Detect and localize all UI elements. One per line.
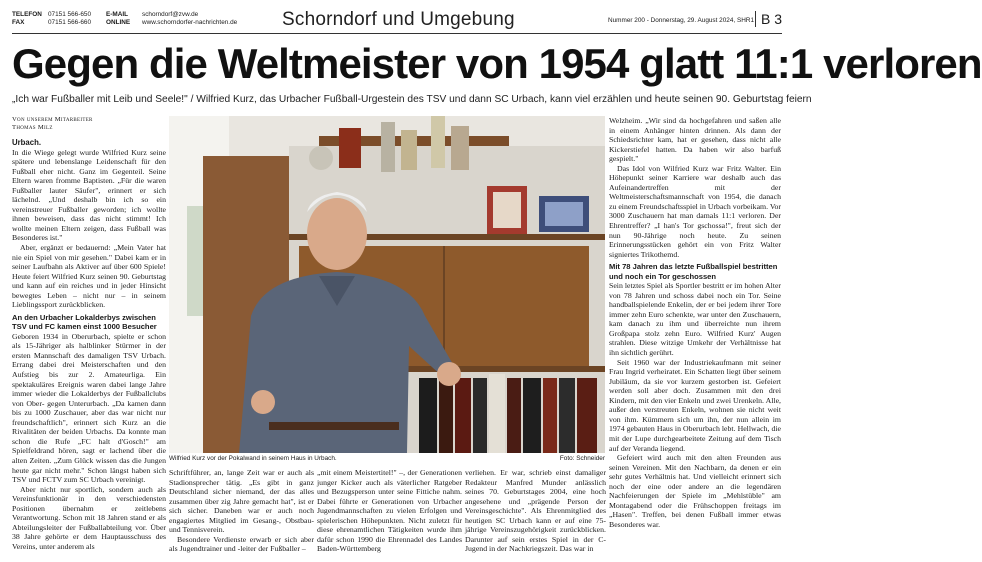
article-column-3 bbox=[317, 468, 462, 554]
dateline: Urbach. bbox=[12, 138, 42, 147]
paragraph: Welzheim. „Wir sind da hochgefahren und saßen alle in einem Anhänger hinten drinnen. Als dann der Schiedsrichter kam, hat er gesehen, dass nicht alle Kickerstiefel hatten. Da haben wir also barfuß gespielt." bbox=[609, 116, 781, 164]
email-label: E-MAIL bbox=[106, 11, 129, 18]
page-number: B 3 bbox=[755, 11, 782, 27]
paragraph: Aber, ergänzt er bedauernd: „Mein Vater hat nie ein Spiel von mir gesehen." Dabei kam er in seiner Laufbahn als Aktiver auf über 600 Spiele! Heute feiert Wilfried Kurz seinen 90. Geburtstag und kann auf ein reiches und in jeder Hinsicht bewegtes Leben – nicht nur – in seinem Lieblingssport zurückblicken. bbox=[12, 243, 166, 310]
article-column-4 bbox=[465, 468, 606, 554]
byline-author: Thomas Milz bbox=[12, 124, 53, 131]
fax-number: 07151 566-660 bbox=[48, 19, 91, 26]
paragraph: „mit einem Meistertitel!" –, der Generationen junger Kicker auch als väterlicher Ratgeber und Bezugsperson unter seine Fittiche nahm. Dabei führte er Generationen von Urbacher Jugendmannschaften zu vielen Erfolgen und spielerischen Höhepunkten. Nicht zuletzt für diese ehrenamtlichen Tätigkeiten wurde ihm dafür schon 1990 die Ehrennadel des Landes Baden-Württemberg bbox=[317, 468, 462, 554]
intertitle: Mit 78 Jahren das letzte Fußballspiel bestritten und noch ein Tor geschossen bbox=[609, 262, 778, 281]
article-column-2 bbox=[169, 468, 314, 554]
article-photo bbox=[169, 116, 605, 453]
tel-label: TELEFON bbox=[12, 11, 42, 18]
paragraph: Besondere Verdienste erwarb er sich aber als Jugendtrainer und -leiter der Fußballer – bbox=[169, 534, 314, 554]
intertitle: An den Urbacher Lokalderbys zwischen TSV und FC kamen einst 1000 Besucher bbox=[12, 312, 157, 332]
paragraph: Sein letztes Spiel als Sportler bestritt er im hohen Alter von 78 Jahren und schoss dabei noch ein Tor. Seine handballspielende Enkelin, der er bei jedem ihrer Tore immer zehn Euro schenkte, war unter den Zuschauern, kam danach zu ihm und überreichte nun ihrem Großpapa stolz zehn Euro. Wilfried Kurz' Augen strahlen. Diese witzige Umkehr der Verhältnisse hat ihn sichtlich gerührt. bbox=[609, 281, 781, 358]
byline-role: Von unserem Mitarbeiter bbox=[12, 116, 93, 123]
paragraph: Das Idol von Wilfried Kurz war Fritz Walter. Ein Höhepunkt seiner Karriere war deshalb auch das Aufeinandertreffen mit der Weltmeisterschaftsmannschaft von 1954, die danach zu einem Freundschaftsspiel in Urbach vorbeikam. Vor 3000 Zuschauern hat man damals 11:1 verloren. Der Ehrentreffer? „I han's Tor gschossa!", freut sich der nun 90-Jährige noch heute. Zu seinen Erinnerungsstücken gehört ein von Fritz Walter signiertes Trikothemd. bbox=[609, 163, 781, 259]
photo-caption-bar bbox=[169, 455, 605, 462]
email-address: schorndorf@zvw.de bbox=[142, 11, 199, 18]
masthead bbox=[12, 8, 782, 34]
paragraph: Geboren 1934 in Oberurbach, spielte er schon als 15-Jähriger als halblinker Stürmer in der ersten Mannschaft des damaligen TSV Urbach. Errang dabei drei Meisterschaften und den Aufstieg bis zur 2. Amateurliga. Ein spektakuläres Ereignis waren dabei lange Jahre immer wieder die Lokalderbys der Fußballclubs von Ober- gegen Unterurbach. „Da kamen dann bis zu 1000 Zuschauer, aber das war nicht nur freundschaftlich", erinnert sich Kurz an die Rivalitäten der beiden Urbachs. Da konnte man schon die Rufe „FC halt d'Gosch!" am Spielfeldrand hören, sagt er lachend über die alten Zeiten. „Zum Glück wissen das die Jungen heute gar nicht mehr." Schon längst haben sich TSV und FCTV zum SC Urbach vereinigt. bbox=[12, 331, 166, 485]
paragraph: Gefeiert wird auch mit den alten Freunden aus seinen Vereinen. Mit den Nachbarn, da denen er ein sehr gutes Verhältnis hat. Und vielleicht erinnert sich noch der eine oder andere an die legendären Nachfeierungen der Spiele im „Mehlstüble" am Montagabend oder die Frühschoppen freitags im „Hasen". Treffen, bei denen Fußball immer etwas Besonderes war. bbox=[609, 453, 781, 529]
paragraph: Schriftführer, an, lange Zeit war er auch als Stadionsprecher tätig. „Es gibt in ganz Deutschland sicher niemand, der das alles zusammen über zig Jahre gemacht hat", ist er sich sicher. Daneben war er auch noch engagiertes Mitglied im Gesang-, Obstbau- und Tennisverein. bbox=[169, 468, 314, 535]
article-column-5 bbox=[609, 116, 781, 529]
binder-row bbox=[419, 374, 597, 453]
byline bbox=[12, 116, 93, 132]
fax-label: FAX bbox=[12, 19, 25, 26]
online-label: ONLINE bbox=[106, 19, 131, 26]
photo-illustration bbox=[169, 116, 605, 453]
article-column-1 bbox=[12, 138, 166, 551]
subheadline: „Ich war Fußballer mit Leib und Seele!" / Wilfried Kurz, das Urbacher Fußball-Urgestein des TSV und dann SC Urbach, kann viel erzählen und heute seinen 90. Geburtstag feiern bbox=[12, 94, 812, 105]
website-url: www.schorndorfer-nachrichten.de bbox=[142, 19, 238, 26]
section-title: Schorndorf und Umgebung bbox=[282, 9, 515, 30]
photo-caption: Wilfried Kurz vor der Pokalwand in seinem Haus in Urbach. bbox=[169, 455, 337, 462]
tel-number: 07151 566-650 bbox=[48, 11, 91, 18]
paragraph: Seit 1960 war der Industriekaufmann mit seiner Frau Ingrid verheiratet. Ein Schatten liegt über seinem Jubiläum, da sie vor kurzem gestorben ist. Gefeiert werden soll aber doch. Zusammen mit den drei Kindern, mit den vier Enkeln und zwei Urenkeln. Alle, außer den verstreuten Enkeln, wohnen sie nicht weit von ihm. Kümmern sich um ihn, der nun allein im 1974 gebauten Haus in Oberurbach lebt. Hellwach, die mit der Lupe durchgearbeitete Zeitung auf dem Tisch auf der Veranda liegend. bbox=[609, 357, 781, 453]
paragraph: verliehen. Er war, schrieb einst damaliger Redakteur Manfred Munder anlässlich seines 70. Geburtstages 2004, eine hoch angesehene und „prägende Person der Vereinsgeschichte". Als Ehrenmitglied des heutigen SC Urbach kann er auf eine 75-jährige Vereinszugehörigkeit zurückblicken. Darunter auf sein erstes Spiel in der C-Jugend in der Nachkriegszeit. Das war in bbox=[465, 468, 606, 554]
photo-credit: Foto: Schneider bbox=[559, 455, 605, 462]
paragraph: In die Wiege gelegt wurde Wilfried Kurz seine spätere und lebenslange Leidenschaft für den Fußball eher nicht. Ganz im Gegenteil. Seine Eltern waren fromme Baptisten. „Für die waren Fußballer lauter Säufer", erinnert er sich lächelnd. „Und deshalb bin ich so ein vereinstreuer Fußballer geworden; ich wollte ihnen beweisen, dass das nicht stimmt! Ich wollte meinen Eltern zeigen, dass Fußball was Besonderes ist." bbox=[12, 147, 166, 243]
issue-info: Nummer 200 - Donnerstag, 29. August 2024, SHR1 bbox=[608, 17, 754, 24]
headline: Gegen die Weltmeister von 1954 glatt 11:1 verloren bbox=[12, 40, 982, 87]
paragraph: Aber nicht nur sportlich, sondern auch als Vereinsfunktionär in den verschiedensten Positionen übernahm er zeitlebens Verantwortung. Schon mit 18 Jahren stand er als Abteilungsleiter der Fußballabteilung vor. Über 38 Jahre gehörte er dem Hauptausschuss des Vereins, unter anderem als bbox=[12, 484, 166, 551]
